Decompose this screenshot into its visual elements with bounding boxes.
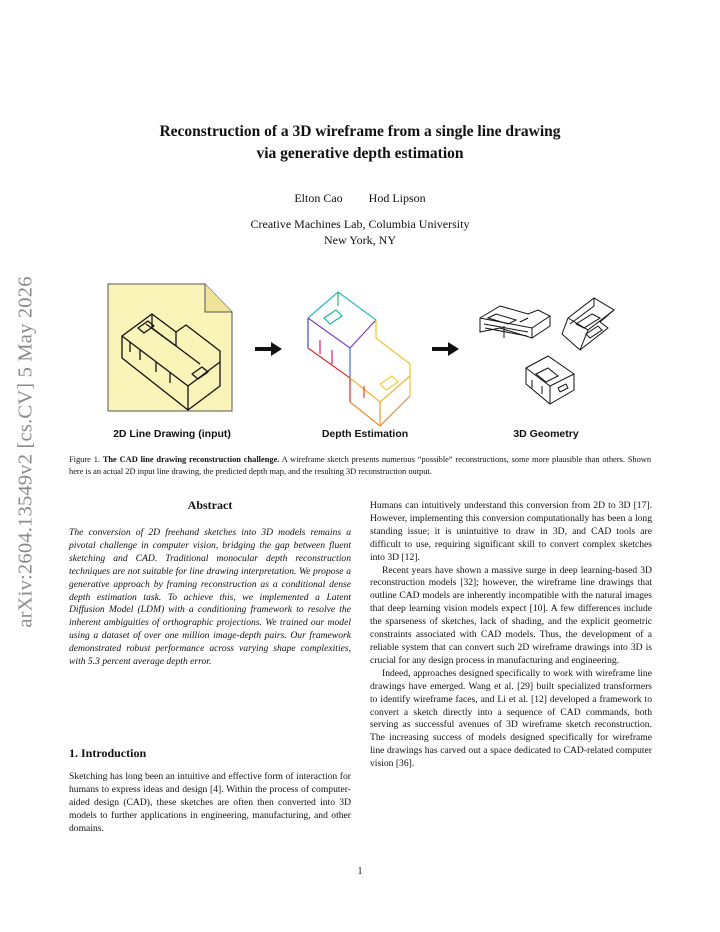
body-paragraph: Recent years have shown a massive surge in deep learning-based 3D reconstruction models [32]; however, the wireframe line drawings that outline CAD models are inherently incompatible with the natural images that deep learning vision models expect [10]. A few differences include the sparseness of sketches, lack of shading, and the explicit geometric constraints associated with CAD models. Thus, the development of a reliable system that can convert such 2D wireframe drawings into 3D is crucial for any design process in manufacturing and engineering.: [370, 564, 652, 666]
arxiv-identifier-text: arXiv:2604.13549v2 [cs.CV] 5 May 2026: [14, 276, 37, 628]
paper-title: [80, 121, 640, 165]
affiliation: [0, 216, 720, 248]
abstract-heading: Abstract: [187, 498, 233, 512]
body-paragraph: Indeed, approaches designed specifically to work with wireframe line drawings have emerged. Wang et al. [29] built specialized transformers to identify wireframe faces, and Li et al. [12] developed a framework to convert a sketch directly into a sequence of CAD commands, both serving as successful avenues of 3D wireframe sketch reconstruction. The increasing success of models designed specifically for wireframe line drawings has carved out a space dedicated to CAD-related computer vision [36].: [370, 667, 652, 770]
figure-1-illustration: [80, 276, 660, 446]
page-number: 1: [357, 866, 363, 877]
caption-label: Figure 1.: [69, 455, 100, 464]
depth-map-wireframe: [308, 292, 410, 426]
paper-title-line-2: via generative depth estimation: [256, 145, 464, 162]
reconstructed-3d-model: [480, 306, 550, 338]
affiliation-line-2: New York, NY: [323, 233, 396, 247]
figure-caption: [69, 454, 651, 477]
right-arrow-icon: [432, 342, 459, 356]
caption-title: The CAD line drawing reconstruction challenge.: [102, 455, 280, 464]
body-paragraph: Humans can intuitively understand this conversion from 2D to 3D [17]. However, implementing this conversion computationally has been a long standing issue; it is unintuitive to draw in 3D, and CAD tools are difficult to use, requiring significant skill to convert complex sketches into 3D [12].: [370, 500, 652, 563]
reconstructed-3d-model: [562, 298, 614, 350]
abstract-text: The conversion of 2D freehand sketches into 3D models remains a pivotal challenge in computer vision, bridging the gap between fluent sketching and CAD. Traditional monocular depth reconstruction techniques are not suitable for line drawing interpretation. We propose a generative approach by framing reconstruction as a conditional dense depth estimation task. To achieve this, we implemented a Latent Diffusion Model (LDM) with a conditioning framework to resolve the inherent ambiguities of orthographic projections. We trained our model using a dataset of over one million image-depth pairs. Our framework demonstrated robust performance across varying shape complexities, with 5.3 percent average depth error.: [69, 527, 351, 668]
paper-title-line-1: Reconstruction of a 3D wireframe from a single line drawing: [159, 123, 561, 140]
introduction-heading: 1. Introduction: [69, 746, 147, 760]
panel-label-geometry: 3D Geometry: [513, 428, 579, 440]
right-arrow-icon: [255, 342, 282, 356]
introduction-paragraph: Sketching has long been an intuitive and effective form of interaction for humans to express ideas and design [4]. Within the process of computer-aided design (CAD), these sketches are often then converted into 3D models to further applications in engineering, manufacturing, and other domains.: [69, 771, 351, 834]
right-column: [370, 500, 652, 771]
panel-label-depth: Depth Estimation: [321, 428, 409, 440]
caption-text: A wireframe sketch presents numerous “possible” reconstructions, some more plausible than others. Shown here is an actual 2D input line drawing, the predicted depth map, and the resulting 3D reconstruction output.: [69, 455, 652, 476]
panel-label-input: 2D Line Drawing (input): [113, 428, 231, 440]
reconstructed-3d-model: [526, 356, 574, 404]
author-name: Hod Lipson: [368, 191, 426, 205]
author-name: Elton Cao: [294, 191, 343, 205]
arxiv-identifier: [6, 262, 46, 642]
left-column: [69, 498, 351, 669]
line-drawing-paper-icon: [108, 284, 232, 411]
affiliation-line-1: Creative Machines Lab, Columbia University: [250, 217, 470, 231]
author-list: [0, 191, 720, 206]
